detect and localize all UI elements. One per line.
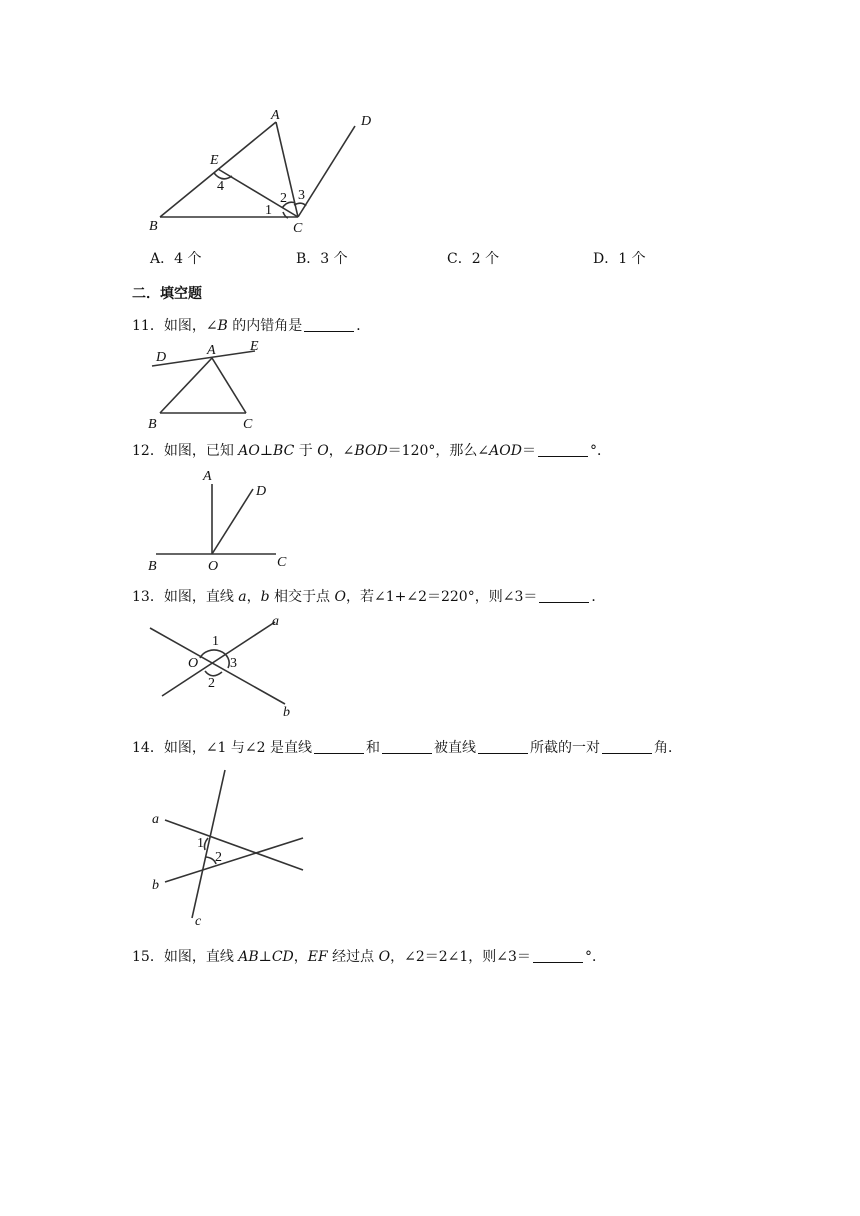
label-1: 1 (197, 836, 204, 851)
label-E: E (210, 153, 219, 168)
question-14: 14．如图，∠1 与∠2 是直线 和 被直线 所截的一对 角． (132, 740, 682, 756)
label-C: C (243, 417, 253, 432)
label-D: D (156, 350, 167, 365)
option-a[interactable]: A．4 个 (150, 251, 202, 267)
label-D: D (361, 114, 372, 129)
label-2: 2 (280, 191, 287, 206)
label-B: B (148, 417, 157, 432)
label-A: A (207, 343, 216, 358)
label-E: E (250, 339, 259, 354)
option-b[interactable]: B．3 个 (296, 251, 348, 267)
label-O: O (188, 656, 199, 671)
label-O: O (208, 559, 219, 574)
label-1: 1 (265, 203, 272, 218)
label-A: A (203, 469, 212, 484)
label-a: a (272, 614, 279, 629)
section-title: 二．填空题 (132, 286, 202, 302)
label-a: a (152, 812, 159, 827)
label-1: 1 (212, 634, 219, 649)
label-b: b (283, 705, 290, 720)
label-2: 2 (208, 676, 215, 691)
label-C: C (277, 555, 287, 570)
label-D: D (256, 484, 267, 499)
label-C: C (293, 221, 303, 236)
label-B: B (148, 559, 157, 574)
option-c[interactable]: C．2 个 (447, 251, 500, 267)
label-A: A (271, 108, 280, 123)
label-2: 2 (215, 850, 222, 865)
label-B: B (149, 219, 158, 234)
label-4: 4 (217, 179, 224, 194)
question-15: 15．如图，直线 AB⊥CD，EF 经过点 O，∠2＝2∠1，则∠3＝ °． (132, 949, 606, 965)
question-13: 13．如图，直线 a，b 相交于点 O，若∠1+∠2＝220°，则∠3＝ ． (132, 589, 606, 605)
question-11: 11．如图，∠B 的内错角是 ． (132, 318, 371, 334)
question-12: 12．如图，已知 AO⊥BC 于 O，∠BOD＝120°，那么∠AOD＝ °． (132, 443, 611, 459)
option-d[interactable]: D．1 个 (593, 251, 646, 267)
label-3: 3 (230, 656, 237, 671)
label-3: 3 (298, 188, 305, 203)
answer-blank[interactable] (533, 948, 583, 963)
label-b: b (152, 878, 159, 893)
label-c: c (195, 914, 202, 929)
